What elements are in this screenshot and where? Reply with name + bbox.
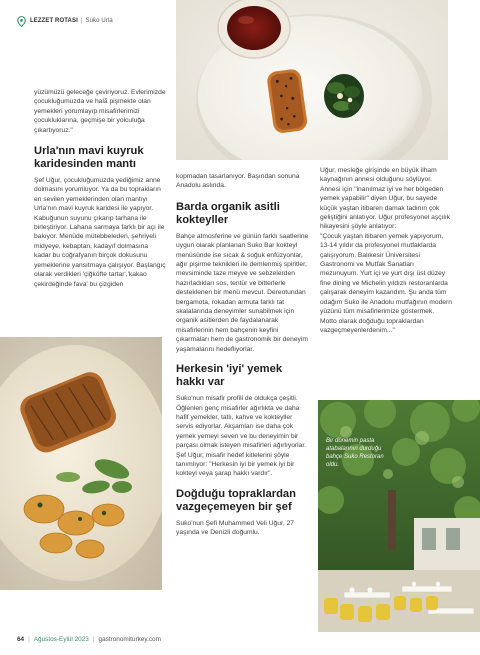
section-title: LEZZET ROTASI bbox=[30, 18, 78, 24]
section-header bbox=[17, 14, 113, 28]
paragraph-intro: yüzümüzü geleceğe çeviriyoruz. Evlerimizde çocukluğumuzda ve hala̋ pişmekte olan yemekleri yorumlayıp misafirlerimizi çocukluklarına, geçmişe bir yolculuğa çıkartıyoruz." bbox=[34, 89, 166, 134]
photo-fish-dish bbox=[0, 337, 162, 590]
paragraph-misafir: Suƙo'nun misafir profili de oldukça çeşitli. Öğlenleri genç misafirler ağırlıkta ve daha hafif yemekler, tatlı, kahve ve kokteyller servis ediyorlar. Akşamları ise daha çok yemek yemeyi seven ve bu deneyimin bir parçası olmak isteyen misafirleri ağırlıyorlar. Şef Uğur, misafir hedef kitlelerini şöyle tanımlıyor: "Herkesin iyi bir yemek iyi bir kokteyl veya şarap hakkı vardır". bbox=[176, 395, 307, 478]
paragraph-manti: Şef Uğur, çocukluğumuzda yediğimiz anne dolmasını yorumluyor. Ya da bu toprakların en sevilen yemeklerinden olan mantıyı Urla'nın mavi kuyruk karidesi ile yapıyor. Kabuğunun suyunu çıkarıp tarhana ile birleştiriyor. Lahana sarmaya farklı bir açı ile bakıyor. Menüde mütebbeleden, şehriyeli midyeye, kebaptan, kadayıf dolmasına kadar bu coğrafyanın birçok dokusunu yemeklerine yansıtmaya çalışıyor. Başlangıç olarak verdikleri 'çiğköfte tartar','kakao çekirdeğinde fava' bu çizgiden bbox=[34, 177, 166, 288]
header-separator: | bbox=[80, 18, 83, 24]
footer-separator: | bbox=[28, 636, 30, 643]
photo-plated-dish-top bbox=[176, 0, 448, 160]
paragraph-quote: "Çocuk yaştan itibaren yemek yapıyorum, 13-14 yıldır da profesyonel mutfaklarda çalışıyorum. Balıkesir Üniversitesi Gastronomi ve Mutfak Sanatları mezunuyum. Yurt içi ve yurt dışı üst düzey fine dining ve Michelin yıldızlı restoranlarda çalışarak deneyim kazandım. Şu anda tüm odağım Suƙo ile Anadolu mutfağının modern yüzünü tüm misafirlerimize göstermek. Motto olarak doğduğu topraklardan vazgeçmeyenlerdenim..." bbox=[320, 232, 452, 334]
heading-iyi-yemek: Herkesin 'iyi' yemek hakkı var bbox=[176, 363, 283, 389]
paragraph-sef: Suƙo'nun Şefi Muhammed Veli Uğur, 27 yaşında ve Denizli doğumlu. bbox=[176, 519, 295, 537]
column-left bbox=[34, 88, 166, 289]
location-pin-icon bbox=[17, 16, 26, 27]
footer-separator: | bbox=[92, 636, 95, 643]
website-link[interactable]: gastronomiturkey.com bbox=[98, 636, 161, 643]
paragraph-continued: kopmadan tasarlanıyor. Başından sonuna Anadolu aslında. bbox=[176, 173, 300, 190]
photo-garden-restaurant bbox=[318, 400, 480, 632]
page-footer bbox=[17, 636, 161, 643]
paragraph-kokteyl: Bahçe atmosferine ve günün farklı saatlerine uygun olarak planlanan Suƙo Bar kokteyl menüsünde ise sıcak & soğuk enfüzyonlar, ağır pişirme teknikleri ile demlenmiş spiritler, mevsiminde taze meyve ve sebzelerden hazırladıkları sos, tentür ve bitterlerle desteklenen bir menü mevcut. Dereotundan bergamota, rokadan armuta farklı tat skalalarında deneyimler sunabilmek için organik asitlerden de faydalanarak misafirlerinin hem bahçenin keyfini çıkarmaları hem de gastronomik bir deneyim yaşamalarını hedefliyorlar. bbox=[176, 232, 309, 353]
column-middle bbox=[176, 172, 310, 538]
paragraph-ilham: Uğur, mesleğe girişinde en büyük ilham kaynağının annesi olduğunu söylüyor. Annesi için "inanılmaz iyi ve her bölgeden yemek yapabilir" diyen Uğur, bu sayede küçük yaştan itibaren damak tadının çok geliştiğini anlatıyor. Uğur profesyonel aşçılık hikayesini şöyle anlatıyor: bbox=[320, 167, 451, 231]
issue-date: Ağustos-Eylül 2023 bbox=[33, 636, 89, 643]
page-number: 64 bbox=[17, 636, 25, 643]
heading-dogdugu-topraklar: Doğduğu topraklardan vazgeçemeyen bir şef bbox=[176, 487, 296, 513]
heading-mavi-kuyruk: Urla'nın mavi kuyruk karidesinden mantı bbox=[34, 145, 144, 171]
photo-caption: Bir dönemin pasta atabalarının durduğu bahçe Suƙo Restoran oldu. bbox=[326, 438, 384, 468]
heading-barda-kokteyller: Barda organik asitli kokteyller bbox=[176, 200, 280, 226]
column-right bbox=[320, 166, 452, 335]
section-subtitle: Suƙo Urla bbox=[85, 18, 113, 24]
